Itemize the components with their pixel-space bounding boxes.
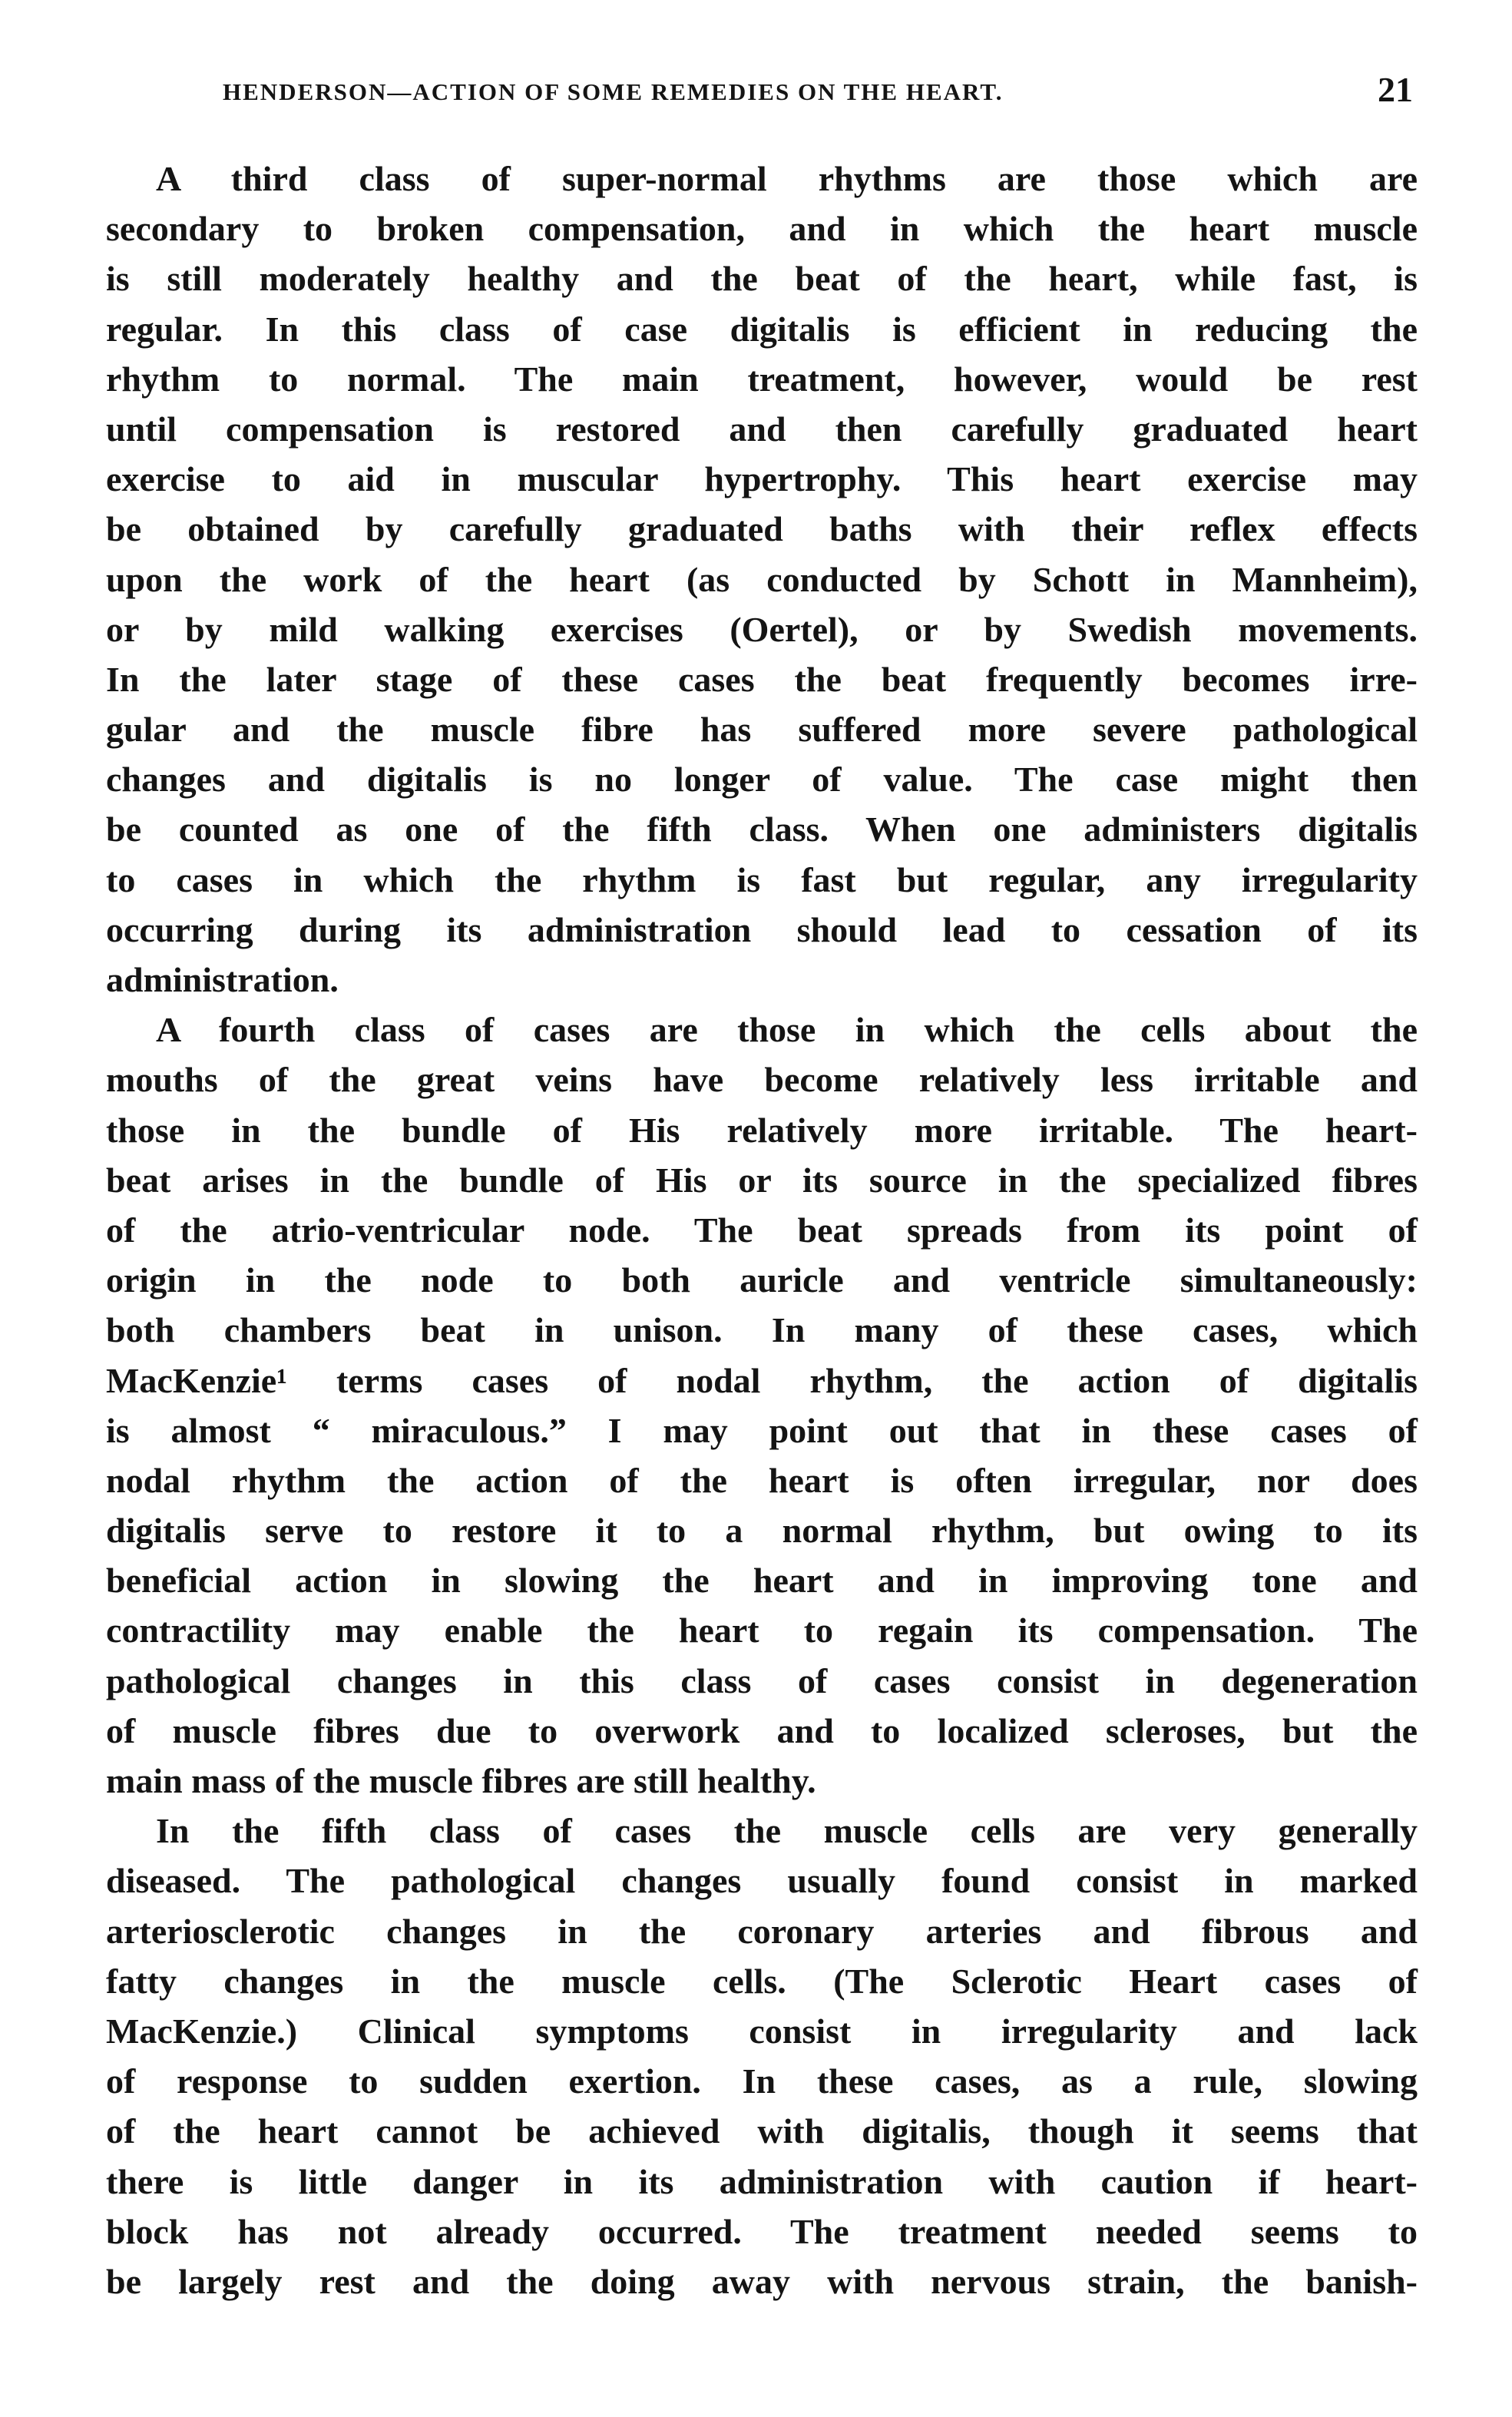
text-line: be counted as one of the fifth class. When one administers digitalis <box>106 810 1418 849</box>
text-line: digitalis serve to restore it to a normal rhythm, but owing to its <box>106 1511 1418 1551</box>
text-line: administration. <box>106 960 339 999</box>
page-number: 21 <box>1378 70 1413 109</box>
text-line: In the fifth class of cases the muscle cells are very generally <box>156 1811 1418 1851</box>
text-line: secondary to broken compensation, and in which the heart muscle <box>106 209 1418 249</box>
text-line: of response to sudden exertion. In these cases, as a rule, slowing <box>106 2061 1418 2101</box>
text-line: rhythm to normal. The main treatment, however, would be rest <box>106 359 1418 399</box>
text-line: nodal rhythm the action of the heart is often irregular, nor does <box>106 1460 1418 1500</box>
text-line: diseased. The pathological changes usually found consist in marked <box>106 1861 1418 1901</box>
text-line: of the atrio-ventricular node. The beat spreads from its point of <box>106 1210 1418 1250</box>
text-line: MacKenzie¹ terms cases of nodal rhythm, the action of digitalis <box>106 1360 1418 1400</box>
text-line: fatty changes in the muscle cells. (The Sclerotic Heart cases of <box>106 1961 1418 2001</box>
text-line: be largely rest and the doing away with nervous strain, the banish- <box>106 2261 1418 2301</box>
text-line: mouths of the great veins have become relatively less irritable and <box>106 1060 1418 1100</box>
text-line: or by mild walking exercises (Oertel), or by Swedish movements. <box>106 609 1418 649</box>
text-line: A third class of super-normal rhythms are those which are <box>156 159 1418 198</box>
text-line: be obtained by carefully graduated baths with their reflex effects <box>106 509 1418 549</box>
text-line: of muscle fibres due to overwork and to localized scleroses, but the <box>106 1710 1418 1750</box>
text-line: main mass of the muscle fibres are still healthy. <box>106 1761 816 1800</box>
text-line: beneficial action in slowing the heart and in improving tone and <box>106 1561 1418 1601</box>
text-line: to cases in which the rhythm is fast but regular, any irregularity <box>106 859 1418 899</box>
text-line: origin in the node to both auricle and ventricle simultaneously: <box>106 1260 1418 1300</box>
text-line: regular. In this class of case digitalis is efficient in reducing the <box>106 309 1418 349</box>
text-line: both chambers beat in unison. In many of these cases, which <box>106 1310 1418 1350</box>
text-line: there is little danger in its administration with caution if heart- <box>106 2161 1418 2201</box>
text-line: occurring during its administration should lead to cessation of its <box>106 909 1418 949</box>
text-line: until compensation is restored and then carefully graduated heart <box>106 409 1418 449</box>
text-line: beat arises in the bundle of His or its source in the specialized fibres <box>106 1160 1418 1200</box>
text-line: arteriosclerotic changes in the coronary arteries and fibrous and <box>106 1911 1418 1951</box>
text-line: pathological changes in this class of cases consist in degeneration <box>106 1660 1418 1700</box>
running-header <box>223 72 1413 118</box>
text-line: changes and digitalis is no longer of value. The case might then <box>106 760 1418 800</box>
text-line: block has not already occurred. The treatment needed seems to <box>106 2211 1418 2251</box>
text-line: is still moderately healthy and the beat of the heart, while fast, is <box>106 259 1418 299</box>
text-line: MacKenzie.) Clinical symptoms consist in irregularity and lack <box>106 2011 1418 2051</box>
text-line: contractility may enable the heart to regain its compensation. The <box>106 1611 1418 1651</box>
text-line: A fourth class of cases are those in which the cells about the <box>156 1010 1418 1050</box>
text-line: those in the bundle of His relatively more irritable. The heart- <box>106 1110 1418 1150</box>
text-line: of the heart cannot be achieved with digitalis, though it seems that <box>106 2111 1418 2151</box>
running-title: HENDERSON—ACTION OF SOME REMEDIES ON THE HEART. <box>223 78 1004 105</box>
text-line: is almost “ miraculous.” I may point out that in these cases of <box>106 1410 1418 1450</box>
text-line: upon the work of the heart (as conducted by Schott in Mannheim), <box>106 559 1418 599</box>
text-line: gular and the muscle fibre has suffered more severe pathological <box>106 710 1418 750</box>
text-line: exercise to aid in muscular hypertrophy. This heart exercise may <box>106 459 1418 499</box>
text-line: In the later stage of these cases the beat frequently becomes irre- <box>106 659 1418 699</box>
body-text <box>106 154 1418 2306</box>
